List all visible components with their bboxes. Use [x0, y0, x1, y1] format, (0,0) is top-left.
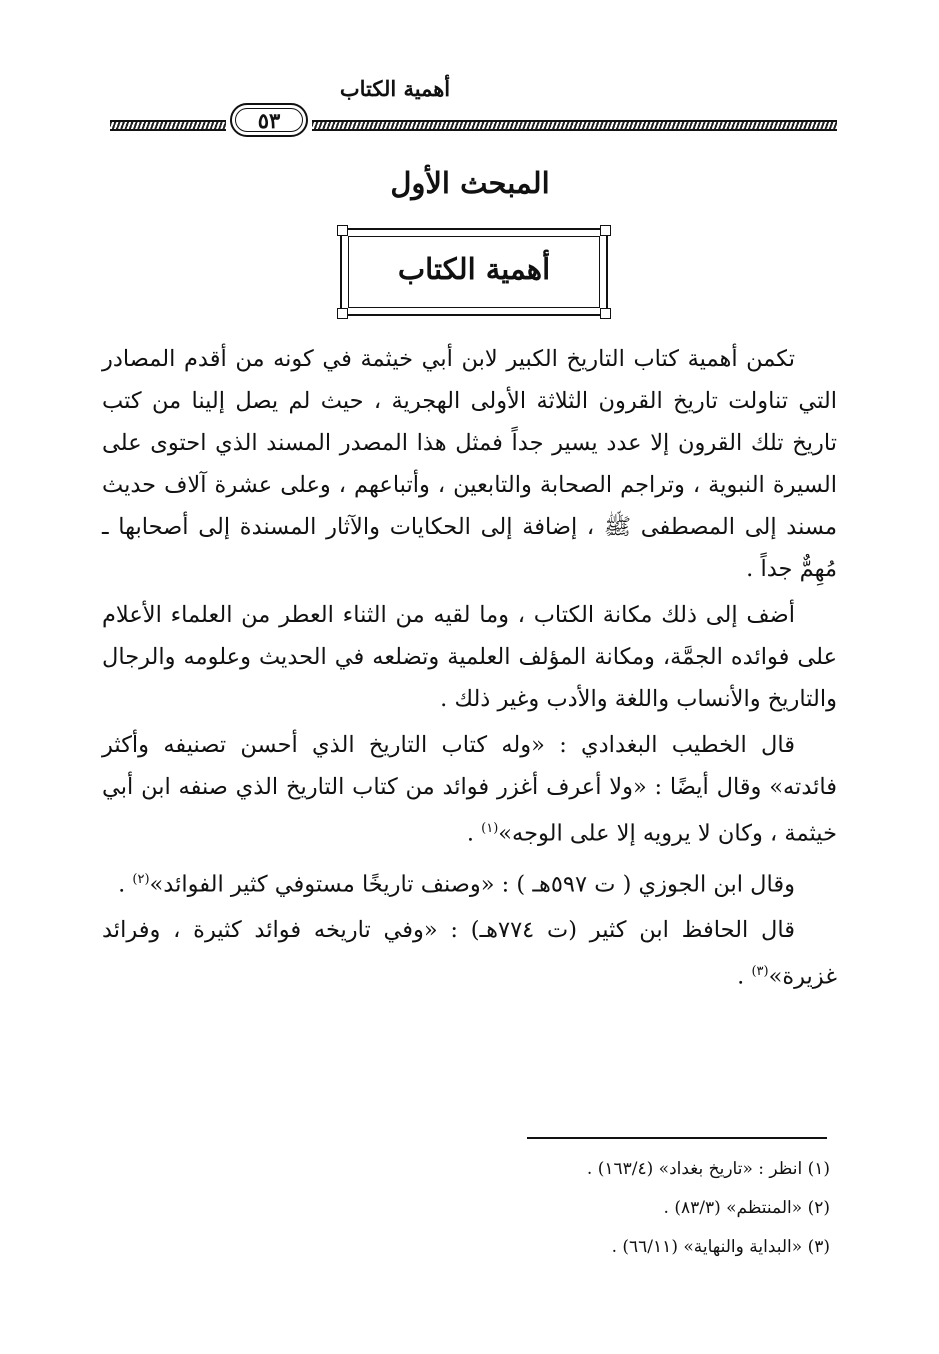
- title-frame: [340, 228, 608, 316]
- frame-corner: [337, 225, 348, 236]
- footnote-marker: (٢): [132, 871, 150, 887]
- footnote-marker: (٣): [751, 964, 769, 979]
- paragraph-text: قال الحافظ ابن كثير (ت ٧٧٤هـ) : «وفي تاريخه فوائد كثيرة ، وفرائد غزيرة»: [102, 917, 837, 990]
- paragraph-text: تكمن أهمية كتاب التاريخ الكبير لابن أبي خيثمة في كونه من أقدم المصادر التي تناولت تاريخ القرون الثلاثة الأولى الهجرية ، حيث لم يصل إلينا من كتب تاريخ تلك القرون إلا عدد يسير جداً فمثل هذا المصدر المسند الذي احتوى على السيرة النبوية ، وتراجم الصحابة والتابعين ، وأتباعهم ، وعلى عشرة آلاف حديث مسند إلى المصطفى ﷺ ، إضافة إلى الحكايات والآثار المسندة إلى أصحابها ـ مُهِمٌّ جداً .: [102, 346, 837, 582]
- section-title: أهمية الكتاب: [397, 252, 551, 286]
- paragraph-text: وقال ابن الجوزي ( ت ٥٩٧هـ ) : «وصنف تاريخًا مستوفي كثير الفوائد»: [149, 871, 795, 897]
- page-number: [230, 103, 308, 137]
- paragraph-5: [102, 909, 837, 998]
- frame-corner: [337, 308, 348, 319]
- paragraph-text: أضف إلى ذلك مكانة الكتاب ، وما لقيه من الثناء العطر من العلماء الأعلام على فوائده الجمَّة، ومكانة المؤلف العلمية وتضلعه في الحديث وعلومه والرجال والتاريخ والأنساب واللغة والأدب وغير ذلك .: [102, 602, 837, 712]
- paragraph-2: [102, 594, 837, 720]
- frame-corner: [600, 308, 611, 319]
- header-rule-left: [110, 120, 226, 131]
- header-rule-right: [312, 120, 837, 131]
- page-number-text: ٥٣: [257, 107, 281, 133]
- paragraph-1: [102, 338, 837, 590]
- footnote-2: (٢) «المنتظم» (٨٣/٣) .: [663, 1198, 830, 1218]
- paragraph-end: .: [466, 820, 482, 847]
- footnote-3: (٣) «البداية والنهاية» (٦٦/١١) .: [611, 1237, 830, 1257]
- paragraph-end: .: [118, 871, 133, 897]
- footnote-separator: [527, 1137, 827, 1139]
- paragraph-end: .: [737, 963, 752, 990]
- section-heading: المبحث الأول: [390, 166, 550, 200]
- footnote-1: (١) انظر : «تاريخ بغداد» (١٦٣/٤) .: [586, 1159, 830, 1179]
- paragraph-4: [102, 859, 837, 906]
- footnote-marker: (١): [481, 821, 499, 836]
- running-title: أهمية الكتاب: [339, 76, 451, 101]
- paragraph-3: [102, 724, 837, 855]
- paragraph-text: قال الخطيب البغدادي : «وله كتاب التاريخ الذي أحسن تصنيفه وأكثر فائدته» وقال أيضًا : «ولا أعرف أغزر فوائد من كتاب التاريخ الذي صنفه ابن أبي خيثمة ، وكان لا يرويه إلا على الوجه»: [102, 732, 837, 847]
- frame-corner: [600, 225, 611, 236]
- body-text: [102, 338, 837, 1002]
- footnotes: [400, 1150, 830, 1267]
